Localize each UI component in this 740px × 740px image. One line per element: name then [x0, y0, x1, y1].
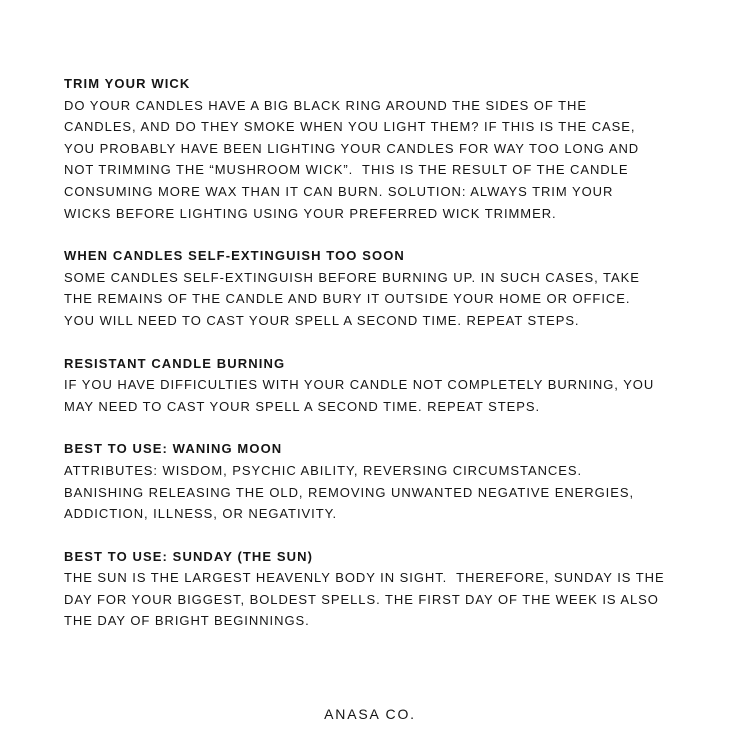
body-line: THE REMAINS OF THE CANDLE AND BURY IT OUTSIDE YOUR HOME OR OFFICE. [64, 291, 631, 307]
body-line: CONSUMING MORE WAX THAN IT CAN BURN. SOLUTION: ALWAYS TRIM YOUR [64, 183, 614, 199]
body-line: BANISHING RELEASING THE OLD, REMOVING UNWANTED NEGATIVE ENERGIES, [64, 484, 635, 500]
section-heading: BEST TO USE: WANING MOON [64, 441, 283, 457]
body-line: THE SUN IS THE LARGEST HEAVENLY BODY IN SIGHT. THEREFORE, SUNDAY IS THE [64, 570, 665, 586]
body-line: SOME CANDLES SELF-EXTINGUISH BEFORE BURNING UP. IN SUCH CASES, TAKE [64, 269, 640, 285]
document-body [64, 73, 694, 653]
section-trim-your-wick [64, 73, 694, 224]
body-line: WICKS BEFORE LIGHTING USING YOUR PREFERRED WICK TRIMMER. [64, 205, 557, 221]
body-line: NOT TRIMMING THE “MUSHROOM WICK”. THIS IS THE RESULT OF THE CANDLE [64, 162, 629, 178]
section-heading: BEST TO USE: SUNDAY (THE SUN) [64, 548, 314, 564]
body-line: IF YOU HAVE DIFFICULTIES WITH YOUR CANDLE NOT COMPLETELY BURNING, YOU [64, 377, 655, 393]
section-heading: RESISTANT CANDLE BURNING [64, 355, 286, 371]
body-line: YOU WILL NEED TO CAST YOUR SPELL A SECOND TIME. REPEAT STEPS. [64, 312, 580, 328]
body-line: DAY FOR YOUR BIGGEST, BOLDEST SPELLS. THE FIRST DAY OF THE WEEK IS ALSO [64, 591, 659, 607]
section-waning-moon [64, 438, 694, 524]
body-line: DO YOUR CANDLES HAVE A BIG BLACK RING AROUND THE SIDES OF THE [64, 97, 587, 113]
section-resistant-burning [64, 353, 694, 418]
body-line: MAY NEED TO CAST YOUR SPELL A SECOND TIME. REPEAT STEPS. [64, 398, 541, 414]
section-self-extinguish [64, 245, 694, 331]
section-sunday [64, 546, 694, 632]
brand-footer: ANASA CO. [324, 706, 416, 722]
section-heading: WHEN CANDLES SELF-EXTINGUISH TOO SOON [64, 248, 405, 264]
body-line: ADDICTION, ILLNESS, OR NEGATIVITY. [64, 506, 338, 522]
body-line: ATTRIBUTES: WISDOM, PSYCHIC ABILITY, REVERSING CIRCUMSTANCES. [64, 462, 583, 478]
body-line: THE DAY OF BRIGHT BEGINNINGS. [64, 613, 310, 629]
body-line: YOU PROBABLY HAVE BEEN LIGHTING YOUR CANDLES FOR WAY TOO LONG AND [64, 140, 640, 156]
body-line: CANDLES, AND DO THEY SMOKE WHEN YOU LIGHT THEM? IF THIS IS THE CASE, [64, 119, 636, 135]
section-heading: TRIM YOUR WICK [64, 76, 191, 91]
